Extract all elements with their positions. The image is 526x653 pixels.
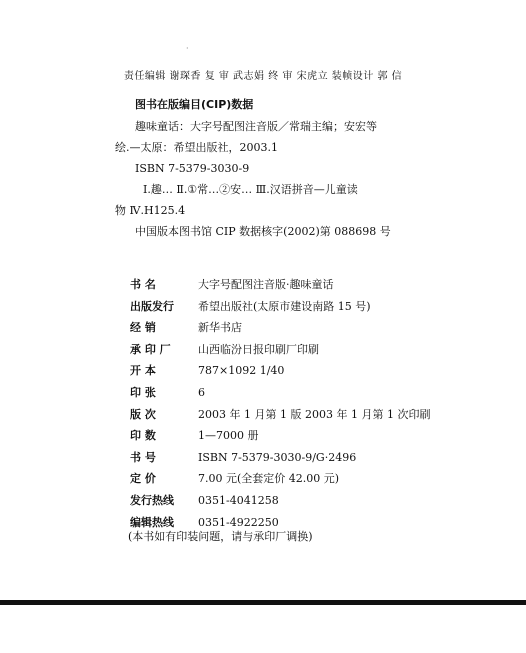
pub-row-print-run [130,427,470,449]
bottom-rule [0,600,526,605]
pub-label: 出版发行 [130,299,174,313]
cip-line: 中国版本图书馆 CIP 数据核字(2002)第 088698 号 [135,225,391,238]
pub-value: 新华书店 [198,321,242,335]
pub-row-sales-hotline [130,492,470,514]
pub-row-price [130,470,470,492]
pub-row-isbn [130,449,470,471]
pub-row-sheets [130,384,470,406]
pub-value: 7.00 元(全套定价 42.00 元) [198,472,340,486]
pub-row-edition [130,406,470,428]
pub-label: 书 名 [130,278,156,291]
editor-credits: 责任编辑 谢琛香 复 审 武志娟 终 审 宋虎立 装帧设计 郭 信 [123,71,403,82]
pub-value: 787×1092 1/40 [198,364,285,378]
scan-speck: · [186,44,189,53]
cip-line: 趣味童话：大字号配图注音版／常瑞主编；安宏等 [135,120,377,133]
cip-line: 物 Ⅳ.H125.4 [115,204,186,217]
cip-block [115,96,495,242]
pub-row-printer [130,341,470,363]
pub-label: 经 销 [130,321,156,335]
publication-info [130,276,470,535]
pub-row-format [130,362,470,384]
cip-line: ISBN 7-5379-3030-9 [135,162,250,175]
pub-value: 希望出版社(太原市建设南路 15 号) [198,299,371,313]
pub-value: 0351-4922250 [198,515,279,529]
pub-label: 承 印 厂 [130,342,171,356]
cip-line: Ⅰ.趣… Ⅱ.①常…②安… Ⅲ.汉语拼音—儿童读 [143,183,358,196]
pub-value: 0351-4041258 [198,493,279,507]
pub-row-publisher [130,298,470,320]
pub-value: 6 [198,385,205,399]
pub-row-distributor [130,319,470,341]
pub-label: 发行热线 [130,493,174,507]
pub-label: 开 本 [130,364,156,378]
pub-label: 书 号 [130,450,156,464]
cip-title: 图书在版编目(CIP)数据 [135,98,254,111]
pub-label: 编辑热线 [130,515,174,529]
pub-label: 印 数 [130,429,156,443]
pub-value: 1—7000 册 [198,429,259,443]
pub-value: 2003 年 1 月第 1 版 2003 年 1 月第 1 次印刷 [198,407,431,421]
pub-row-title [130,276,470,298]
pub-label: 版 次 [130,407,156,421]
pub-label: 印 张 [130,385,156,399]
pub-value: 大字号配图注音版·趣味童话 [198,278,334,291]
print-defect-note: (本书如有印装问题，请与承印厂调换) [128,530,313,543]
pub-label: 定 价 [130,472,156,486]
pub-value: 山西临汾日报印刷厂印刷 [198,342,319,356]
pub-value: ISBN 7-5379-3030-9/G·2496 [198,450,357,464]
cip-line: 绘.—太原：希望出版社，2003.1 [115,141,278,154]
